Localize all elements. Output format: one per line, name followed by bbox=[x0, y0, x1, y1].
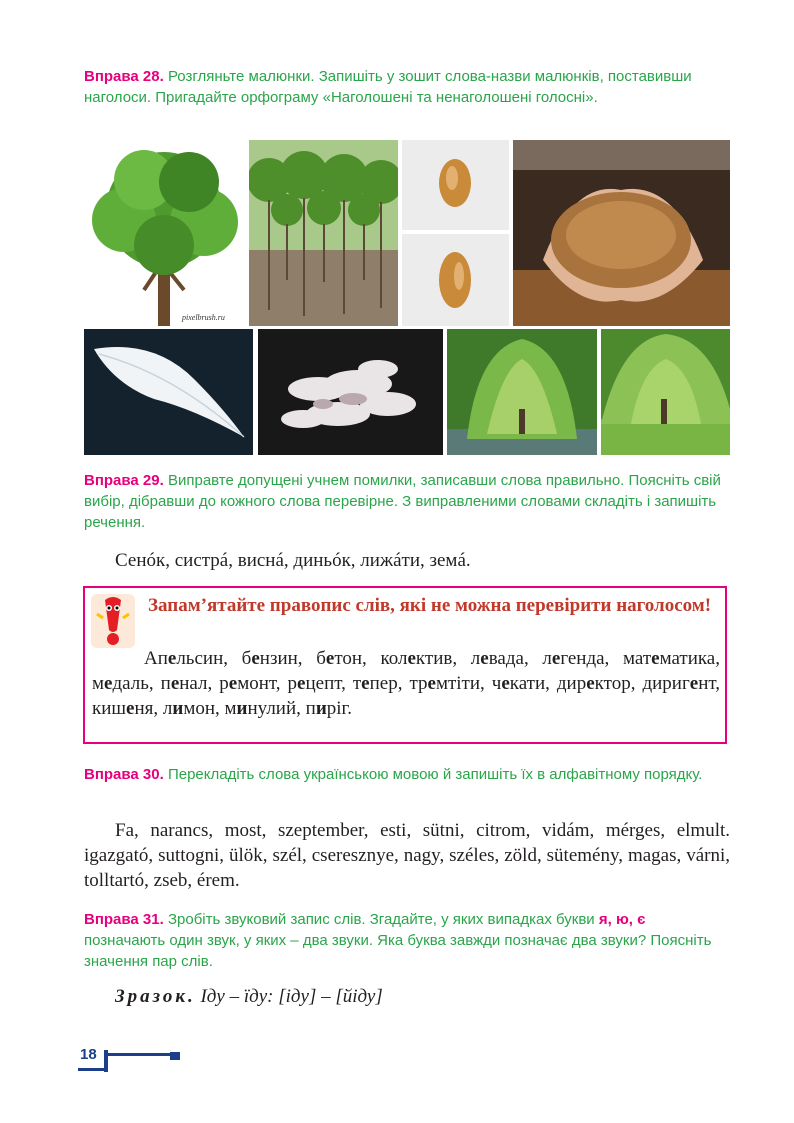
footer-underline bbox=[78, 1068, 108, 1071]
rule-text-segment: цепт, т bbox=[305, 673, 362, 694]
image-wheat-grain-1 bbox=[402, 140, 509, 230]
rule-box bbox=[83, 586, 727, 744]
page-number: 18 bbox=[80, 1046, 97, 1063]
rule-highlight-letter: е bbox=[170, 673, 180, 694]
exercise-29-words: Сенóк, систрá, виснá, диньóк, лижáти, земá. bbox=[115, 550, 471, 571]
rule-title: Запам’ятайте правопис слів, які не можна перевірити наголосом! bbox=[148, 595, 712, 616]
rule-highlight-letter: е bbox=[407, 648, 416, 669]
rule-highlight-letter: и bbox=[315, 698, 327, 719]
exercise-29-text: Виправте допущені учнем помилки, записавши слова правильно. Поясніть свій вибір, дібравши до кожного слова перевірне. З виправленими словами складіть і запишіть речення. bbox=[84, 472, 721, 531]
rule-text-segment: даль, п bbox=[112, 673, 171, 694]
exercise-30-text: Перекладіть слова українською мовою й запишіть їх в алфавітному порядку. bbox=[163, 766, 703, 783]
rule-highlight-letter: е bbox=[251, 648, 260, 669]
rule-text-segment: генда, мат bbox=[560, 648, 652, 669]
sample-text: Ідy – їдy: [ідy] – [йіду] bbox=[195, 986, 383, 1007]
exercise-31-number: Вправа 31. bbox=[84, 911, 164, 928]
rule-text-segment: нулий, п bbox=[247, 698, 316, 719]
rule-text-segment: Ап bbox=[144, 648, 168, 669]
rule-text-segment: мтіти, ч bbox=[435, 673, 502, 694]
sample-label: Зразок. bbox=[115, 986, 196, 1007]
rule-text-segment: матика, м bbox=[92, 648, 720, 694]
rule-highlight-letter: е bbox=[427, 673, 436, 694]
rule-text-segment: нал, р bbox=[179, 673, 229, 694]
rule-highlight-letter: е bbox=[104, 673, 113, 694]
rule-text-segment: риг bbox=[662, 673, 690, 694]
rule-text-segment: пер, тр bbox=[369, 673, 428, 694]
rule-text-segment: льсин, б bbox=[176, 648, 252, 669]
rule-highlight-letter: е bbox=[501, 673, 510, 694]
rule-highlight-letter: е bbox=[167, 648, 177, 669]
rule-text-segment: кати, дир bbox=[509, 673, 587, 694]
exercise-31-text-b: позначають один звук, у яких – два звуки. Яка буква завжди позначає два звуки? Поясніть значення пар слів. bbox=[84, 932, 712, 970]
exercise-31-letters: я, ю, є bbox=[598, 911, 646, 928]
rule-highlight-letter: е bbox=[297, 673, 306, 694]
exercise-28-instructions bbox=[84, 66, 730, 108]
rule-highlight-letter: и bbox=[172, 698, 184, 719]
rule-text-segment: нзин, б bbox=[259, 648, 326, 669]
rule-text-segment: ня, л bbox=[134, 698, 173, 719]
rule-words bbox=[92, 646, 720, 721]
image-hands-with-grain bbox=[513, 140, 730, 326]
rule-text-segment: нт, киш bbox=[92, 673, 720, 719]
image-white-feather bbox=[84, 329, 253, 455]
rule-highlight-letter: е bbox=[361, 673, 370, 694]
image-willow-tree-park bbox=[601, 329, 730, 455]
rule-text-segment: вада, л bbox=[488, 648, 552, 669]
rule-highlight-letter: е bbox=[586, 673, 595, 694]
rule-highlight-letter: е bbox=[325, 648, 335, 669]
exercise-31-sample bbox=[115, 984, 761, 1009]
image-oak-tree bbox=[84, 140, 245, 326]
rule-text-segment: ріг. bbox=[326, 698, 352, 719]
image-wheat-grain-2 bbox=[402, 234, 509, 326]
image-willow-tree-pond bbox=[447, 329, 597, 455]
rule-highlight-letter: е bbox=[689, 673, 699, 694]
exercise-30-instructions bbox=[84, 764, 730, 785]
exercise-28-number: Вправа 28. bbox=[84, 68, 164, 85]
exercise-30-words: Fa, narancs, most, szeptember, esti, sütni, citrom, vidám, mérges, elmult. igazgató, suttogni, ülök, szél, cseresznye, nagy, széles, zöld, sütemény, magas, várni, tolltartó, zseb, érem. bbox=[84, 820, 730, 891]
rule-highlight-letter: и bbox=[236, 698, 248, 719]
image-feathers-pile bbox=[258, 329, 443, 455]
image-tree-nursery bbox=[249, 140, 398, 326]
exercise-30-number: Вправа 30. bbox=[84, 766, 164, 783]
exercise-28-text: Розгляньте малюнки. Запишіть у зошит слова-назви малюнків, поставивши наголоси. Пригадайте орфограму «Наголошені та ненаголошені голосні». bbox=[84, 68, 692, 106]
exclamation-icon bbox=[91, 594, 135, 648]
exercise-31-instructions bbox=[84, 909, 730, 972]
rule-highlight-letter: е bbox=[126, 698, 135, 719]
footer-decoration bbox=[104, 1050, 194, 1079]
exercise-29-number: Вправа 29. bbox=[84, 472, 164, 489]
rule-highlight-letter: е bbox=[551, 648, 561, 669]
exercise-31-text-a: Зробіть звуковий запис слів. Згадайте, у яких випадках букви bbox=[163, 911, 599, 928]
rule-text-segment: монт, р bbox=[237, 673, 298, 694]
rule-highlight-letter: е bbox=[228, 673, 238, 694]
rule-text-segment: тон, кол bbox=[334, 648, 408, 669]
rule-text-segment: ктив, л bbox=[415, 648, 481, 669]
rule-highlight-letter: е bbox=[480, 648, 489, 669]
rule-highlight-letter: е bbox=[651, 648, 660, 669]
exercise-29-instructions bbox=[84, 470, 730, 533]
rule-text-segment: мон, м bbox=[183, 698, 237, 719]
rule-text-segment: ктор, ди bbox=[594, 673, 663, 694]
watermark-text: pixelbrush.ru bbox=[182, 313, 225, 322]
